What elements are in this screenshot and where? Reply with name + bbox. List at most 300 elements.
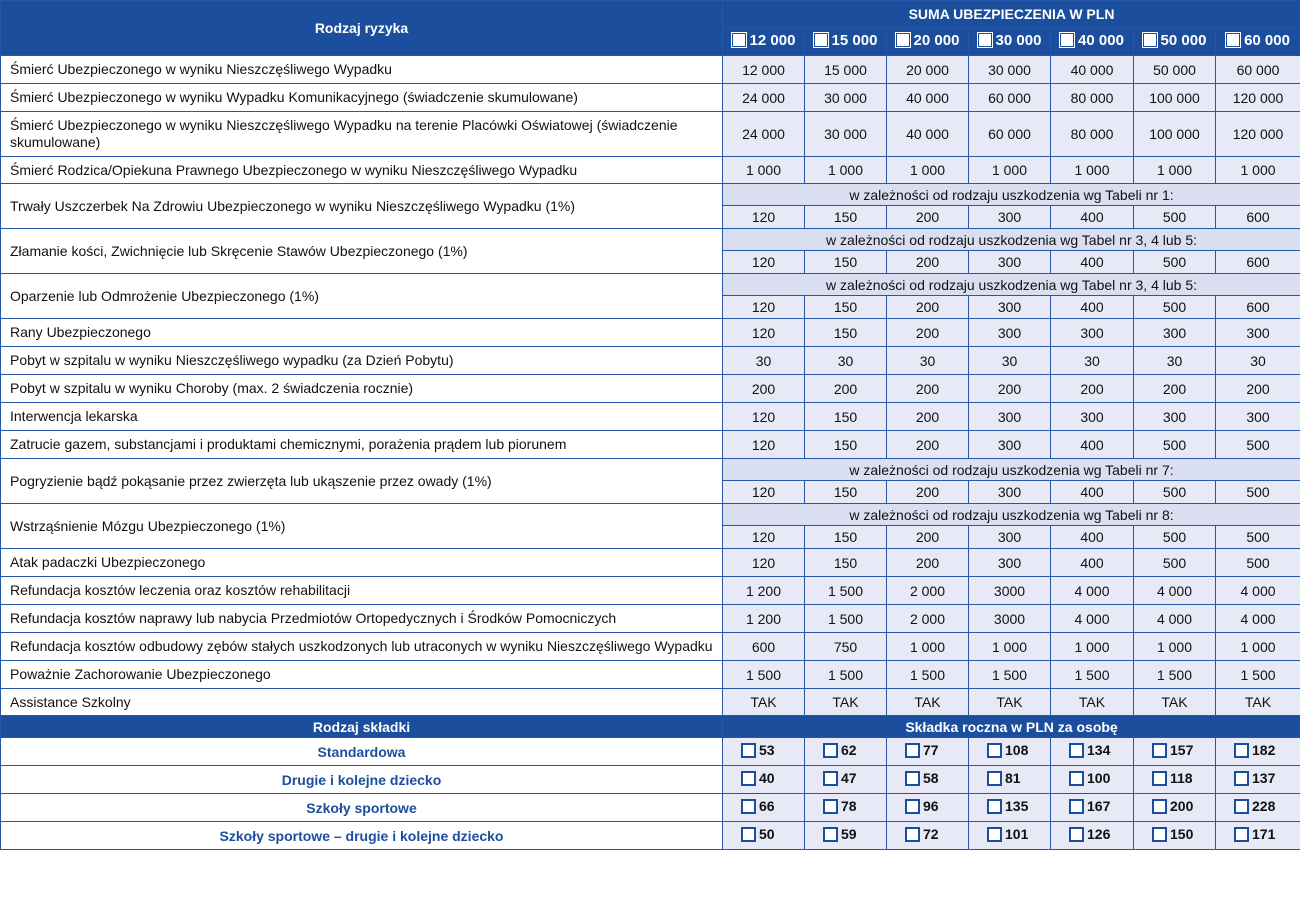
benefit-value: 1 200: [723, 605, 805, 633]
premium-option[interactable]: [1134, 794, 1216, 822]
benefit-value: 60 000: [969, 84, 1051, 112]
benefit-value: 1 000: [887, 633, 969, 661]
benefit-value: 300: [1134, 403, 1216, 431]
benefit-value: TAK: [887, 689, 969, 716]
premium-value: 108: [1005, 742, 1029, 759]
checkbox-icon[interactable]: [1226, 33, 1240, 47]
benefit-value: 20 000: [887, 56, 969, 84]
premium-row: [1, 822, 1300, 850]
premium-option[interactable]: [1134, 766, 1216, 794]
benefit-value: 200: [887, 296, 969, 319]
table-row: [1, 184, 1300, 206]
benefit-value: 300: [969, 549, 1051, 577]
benefit-value: 200: [887, 526, 969, 549]
premium-value: 101: [1005, 826, 1029, 843]
risk-note: w zależności od rodzaju uszkodzenia wg Tabeli nr 7:: [723, 459, 1300, 481]
premium-option[interactable]: [969, 822, 1051, 850]
premium-option[interactable]: [887, 822, 969, 850]
premium-value: 182: [1252, 742, 1276, 759]
sum-option-label: 40 000: [1078, 31, 1124, 49]
premium-option[interactable]: [887, 794, 969, 822]
table-row: [1, 605, 1300, 633]
benefit-value: 750: [805, 633, 887, 661]
header-risk-type: Rodzaj ryzyka: [1, 1, 723, 56]
benefit-value: 300: [969, 319, 1051, 347]
premium-option[interactable]: [723, 766, 805, 794]
premium-value: 135: [1005, 798, 1029, 815]
benefit-value: 30 000: [805, 84, 887, 112]
checkbox-icon[interactable]: [823, 799, 838, 814]
premium-row: [1, 766, 1300, 794]
benefit-value: 12 000: [723, 56, 805, 84]
checkbox-icon[interactable]: [987, 827, 1002, 842]
premium-value: 200: [1170, 798, 1194, 815]
benefit-value: 1 000: [969, 633, 1051, 661]
benefit-value: 600: [1216, 296, 1300, 319]
benefit-value: 200: [887, 549, 969, 577]
benefit-value: 30 000: [805, 112, 887, 157]
benefit-value: 80 000: [1051, 84, 1134, 112]
table-row: [1, 403, 1300, 431]
benefit-value: 500: [1216, 526, 1300, 549]
benefit-value: 200: [969, 375, 1051, 403]
benefit-value: 150: [805, 296, 887, 319]
benefit-value: TAK: [1216, 689, 1300, 716]
benefit-value: 200: [887, 431, 969, 459]
premium-value: 78: [841, 798, 857, 815]
benefit-value: 4 000: [1134, 577, 1216, 605]
benefit-value: 500: [1134, 526, 1216, 549]
benefit-value: 30: [1134, 347, 1216, 375]
checkbox-icon[interactable]: [814, 33, 828, 47]
checkbox-icon[interactable]: [732, 33, 746, 47]
benefit-value: 30: [887, 347, 969, 375]
benefit-value: 60 000: [1216, 56, 1300, 84]
benefit-value: 400: [1051, 431, 1134, 459]
benefit-value: 150: [805, 526, 887, 549]
risk-label: Złamanie kości, Zwichnięcie lub Skręcenie Stawów Ubezpieczonego (1%): [1, 229, 723, 274]
premium-option[interactable]: [1216, 738, 1300, 766]
benefit-value: 24 000: [723, 84, 805, 112]
premium-option[interactable]: [1051, 794, 1134, 822]
premium-label: Szkoły sportowe: [1, 794, 723, 822]
risk-note: w zależności od rodzaju uszkodzenia wg Tabel nr 3, 4 lub 5:: [723, 274, 1300, 296]
benefit-value: 3000: [969, 577, 1051, 605]
table-row: [1, 157, 1300, 184]
checkbox-icon[interactable]: [741, 827, 756, 842]
sum-option-3[interactable]: [969, 28, 1051, 56]
benefit-value: 40 000: [887, 112, 969, 157]
table-row: [1, 347, 1300, 375]
benefit-value: 15 000: [805, 56, 887, 84]
premium-value: 40: [759, 770, 775, 787]
benefit-value: 200: [887, 319, 969, 347]
checkbox-icon[interactable]: [1234, 743, 1249, 758]
checkbox-icon[interactable]: [896, 33, 910, 47]
checkbox-icon[interactable]: [1060, 33, 1074, 47]
checkbox-icon[interactable]: [987, 743, 1002, 758]
benefit-value: 120: [723, 403, 805, 431]
benefit-value: 400: [1051, 296, 1134, 319]
risk-label: Refundacja kosztów odbudowy zębów stałych uszkodzonych lub utraconych w wyniku Nieszczęśliwego Wypadku: [1, 633, 723, 661]
benefit-value: 30: [969, 347, 1051, 375]
benefit-value: 150: [805, 481, 887, 504]
premium-option[interactable]: [969, 794, 1051, 822]
premium-value: 77: [923, 742, 939, 759]
risk-label: Refundacja kosztów naprawy lub nabycia Przedmiotów Ortopedycznych i Środków Pomocniczych: [1, 605, 723, 633]
premium-row: [1, 794, 1300, 822]
benefit-value: 200: [887, 403, 969, 431]
premium-value: 81: [1005, 770, 1021, 787]
benefit-value: 300: [969, 431, 1051, 459]
premium-option[interactable]: [805, 822, 887, 850]
premium-value: 53: [759, 742, 775, 759]
benefit-value: 4 000: [1051, 605, 1134, 633]
table-row: [1, 633, 1300, 661]
premium-row: [1, 738, 1300, 766]
benefit-value: 1 500: [723, 661, 805, 689]
checkbox-icon[interactable]: [1234, 827, 1249, 842]
benefit-value: 500: [1134, 549, 1216, 577]
sum-option-label: 30 000: [995, 31, 1042, 49]
checkbox-icon[interactable]: [741, 743, 756, 758]
checkbox-icon[interactable]: [1152, 799, 1167, 814]
benefit-value: 300: [1216, 319, 1300, 347]
benefit-value: 150: [805, 251, 887, 274]
benefit-value: 1 500: [805, 577, 887, 605]
benefit-value: 4 000: [1051, 577, 1134, 605]
checkbox-icon[interactable]: [741, 799, 756, 814]
benefit-value: 1 000: [1051, 157, 1134, 184]
benefit-value: 2 000: [887, 605, 969, 633]
benefit-value: 500: [1134, 251, 1216, 274]
benefit-value: TAK: [1051, 689, 1134, 716]
premium-value: 66: [759, 798, 775, 815]
risk-label: Refundacja kosztów leczenia oraz kosztów rehabilitacji: [1, 577, 723, 605]
benefit-value: 500: [1134, 296, 1216, 319]
benefit-value: 300: [1134, 319, 1216, 347]
table-row: [1, 431, 1300, 459]
benefit-value: 200: [1216, 375, 1300, 403]
benefit-value: 120: [723, 319, 805, 347]
benefit-value: 300: [1216, 403, 1300, 431]
checkbox-icon[interactable]: [1152, 743, 1167, 758]
risk-label: Pobyt w szpitalu w wyniku Nieszczęśliwego wypadku (za Dzień Pobytu): [1, 347, 723, 375]
risk-label: Śmierć Ubezpieczonego w wyniku Wypadku Komunikacyjnego (świadczenie skumulowane): [1, 84, 723, 112]
sum-option-2[interactable]: [887, 28, 969, 56]
premium-option[interactable]: [887, 738, 969, 766]
risk-label: Pogryzienie bądź pokąsanie przez zwierzęta lub ukąszenie przez owady (1%): [1, 459, 723, 504]
premium-value: 118: [1170, 770, 1193, 787]
premium-value: 171: [1252, 826, 1276, 843]
sum-option-label: 20 000: [913, 31, 960, 49]
premium-value: 228: [1252, 798, 1276, 815]
benefit-value: 120: [723, 251, 805, 274]
risk-note: w zależności od rodzaju uszkodzenia wg Tabeli nr 1:: [723, 184, 1300, 206]
benefit-value: 300: [969, 251, 1051, 274]
premium-value: 62: [841, 742, 857, 759]
table-row: [1, 229, 1300, 251]
benefit-value: 1 000: [1134, 633, 1216, 661]
benefit-value: 400: [1051, 481, 1134, 504]
table-row: [1, 504, 1300, 526]
risk-label: Śmierć Ubezpieczonego w wyniku Nieszczęśliwego Wypadku: [1, 56, 723, 84]
checkbox-icon[interactable]: [987, 799, 1002, 814]
benefit-value: 1 500: [1051, 661, 1134, 689]
benefit-value: 120: [723, 526, 805, 549]
benefit-value: 200: [887, 481, 969, 504]
premium-type-header: Rodzaj składki: [1, 716, 723, 738]
benefit-value: 300: [969, 403, 1051, 431]
table-row: [1, 319, 1300, 347]
risk-label: Interwencja lekarska: [1, 403, 723, 431]
premium-value: 126: [1087, 826, 1111, 843]
risk-note: w zależności od rodzaju uszkodzenia wg Tabeli nr 8:: [723, 504, 1300, 526]
checkbox-icon[interactable]: [987, 771, 1002, 786]
benefit-value: 60 000: [969, 112, 1051, 157]
benefit-value: 30: [1216, 347, 1300, 375]
sum-option-6[interactable]: [1216, 28, 1300, 56]
benefit-value: 600: [1216, 206, 1300, 229]
benefit-value: 300: [969, 526, 1051, 549]
benefit-value: 200: [1134, 375, 1216, 403]
checkbox-icon[interactable]: [741, 771, 756, 786]
benefit-value: 150: [805, 549, 887, 577]
sum-option-0[interactable]: [723, 28, 805, 56]
risk-label: Śmierć Rodzica/Opiekuna Prawnego Ubezpieczonego w wyniku Nieszczęśliwego Wypadku: [1, 157, 723, 184]
table-row: [1, 577, 1300, 605]
benefit-value: 1 500: [1216, 661, 1300, 689]
benefit-value: 400: [1051, 251, 1134, 274]
benefit-value: 50 000: [1134, 56, 1216, 84]
checkbox-icon[interactable]: [1234, 799, 1249, 814]
benefit-value: 2 000: [887, 577, 969, 605]
benefit-value: 40 000: [887, 84, 969, 112]
premium-option[interactable]: [1216, 822, 1300, 850]
benefit-value: 24 000: [723, 112, 805, 157]
sum-option-label: 15 000: [831, 31, 878, 49]
risk-label: Trwały Uszczerbek Na Zdrowiu Ubezpieczonego w wyniku Nieszczęśliwego Wypadku (1%): [1, 184, 723, 229]
benefit-value: 300: [1051, 319, 1134, 347]
sum-option-label: 50 000: [1160, 31, 1207, 49]
risk-label: Poważnie Zachorowanie Ubezpieczonego: [1, 661, 723, 689]
premium-rows: [1, 716, 1300, 850]
risk-rows: [1, 56, 1300, 716]
premium-value: 100: [1087, 770, 1111, 787]
premium-option[interactable]: [1051, 738, 1134, 766]
premium-option[interactable]: [1051, 766, 1134, 794]
premium-option[interactable]: [1216, 766, 1300, 794]
checkbox-icon[interactable]: [1069, 743, 1084, 758]
benefit-value: 400: [1051, 549, 1134, 577]
premium-option[interactable]: [1134, 738, 1216, 766]
premium-option[interactable]: [887, 766, 969, 794]
table-row: [1, 661, 1300, 689]
benefit-value: 4 000: [1216, 577, 1300, 605]
premium-label: Drugie i kolejne dziecko: [1, 766, 723, 794]
sum-option-1[interactable]: [805, 28, 887, 56]
benefit-value: 1 000: [723, 157, 805, 184]
table-row: [1, 112, 1300, 157]
premium-label: Standardowa: [1, 738, 723, 766]
premium-option[interactable]: [723, 822, 805, 850]
premium-option[interactable]: [723, 794, 805, 822]
checkbox-icon[interactable]: [905, 827, 920, 842]
sum-option-5[interactable]: [1134, 28, 1216, 56]
benefit-value: 1 500: [805, 605, 887, 633]
checkbox-icon[interactable]: [1069, 827, 1084, 842]
sum-option-4[interactable]: [1051, 28, 1134, 56]
benefit-value: 500: [1216, 481, 1300, 504]
premium-value: 47: [841, 770, 857, 787]
benefit-value: 300: [969, 206, 1051, 229]
benefit-value: 30: [1051, 347, 1134, 375]
checkbox-icon[interactable]: [905, 799, 920, 814]
benefit-value: 30 000: [969, 56, 1051, 84]
checkbox-icon[interactable]: [978, 33, 992, 47]
benefit-value: 150: [805, 206, 887, 229]
benefit-value: 120: [723, 296, 805, 319]
premium-value: 59: [841, 826, 857, 843]
benefit-value: 200: [887, 206, 969, 229]
premium-value: 58: [923, 770, 939, 787]
benefit-value: 120: [723, 481, 805, 504]
benefit-value: 200: [723, 375, 805, 403]
risk-label: Assistance Szkolny: [1, 689, 723, 716]
premium-value: 150: [1170, 826, 1194, 843]
risk-label: Śmierć Ubezpieczonego w wyniku Nieszczęśliwego Wypadku na terenie Placówki Oświatowej (świadczenie skumulowane): [1, 112, 723, 157]
benefit-value: 120: [723, 431, 805, 459]
benefit-value: 1 500: [887, 661, 969, 689]
benefit-value: 300: [969, 481, 1051, 504]
benefit-value: 1 000: [887, 157, 969, 184]
risk-label: Rany Ubezpieczonego: [1, 319, 723, 347]
checkbox-icon[interactable]: [1152, 827, 1167, 842]
premium-option[interactable]: [969, 766, 1051, 794]
premium-option[interactable]: [805, 738, 887, 766]
checkbox-icon[interactable]: [823, 771, 838, 786]
risk-label: Pobyt w szpitalu w wyniku Choroby (max. 2 świadczenia rocznie): [1, 375, 723, 403]
benefit-value: TAK: [805, 689, 887, 716]
risk-label: Zatrucie gazem, substancjami i produktami chemicznymi, porażenia prądem lub piorunem: [1, 431, 723, 459]
benefit-value: 3000: [969, 605, 1051, 633]
benefit-value: TAK: [969, 689, 1051, 716]
benefit-value: 120: [723, 206, 805, 229]
premium-value: 50: [759, 826, 775, 843]
benefit-value: 500: [1134, 431, 1216, 459]
premium-option[interactable]: [805, 766, 887, 794]
benefit-value: 200: [805, 375, 887, 403]
benefit-value: 4 000: [1134, 605, 1216, 633]
benefit-value: 500: [1216, 549, 1300, 577]
benefit-value: 200: [887, 375, 969, 403]
premium-option[interactable]: [1051, 822, 1134, 850]
premium-value: 157: [1170, 742, 1194, 759]
table-row: [1, 459, 1300, 481]
header-sum-insured: SUMA UBEZPIECZENIA W PLN: [723, 1, 1300, 28]
checkbox-icon[interactable]: [1143, 33, 1157, 47]
benefit-value: 400: [1051, 206, 1134, 229]
benefit-value: 150: [805, 431, 887, 459]
benefit-value: 1 000: [969, 157, 1051, 184]
benefit-value: 150: [805, 403, 887, 431]
benefit-value: 600: [1216, 251, 1300, 274]
benefit-value: 100 000: [1134, 112, 1216, 157]
benefit-value: 200: [1051, 375, 1134, 403]
premium-value: 72: [923, 826, 939, 843]
benefit-value: 500: [1216, 431, 1300, 459]
benefit-value: 500: [1134, 481, 1216, 504]
premium-annual-header: Składka roczna w PLN za osobę: [723, 716, 1300, 738]
premium-option[interactable]: [969, 738, 1051, 766]
benefit-value: 30: [723, 347, 805, 375]
premium-label: Szkoły sportowe – drugie i kolejne dziecko: [1, 822, 723, 850]
risk-note: w zależności od rodzaju uszkodzenia wg Tabel nr 3, 4 lub 5:: [723, 229, 1300, 251]
benefit-value: 100 000: [1134, 84, 1216, 112]
benefit-value: 400: [1051, 526, 1134, 549]
sum-option-label: 60 000: [1244, 31, 1290, 49]
checkbox-icon[interactable]: [1069, 771, 1084, 786]
benefit-value: 600: [723, 633, 805, 661]
benefit-value: 1 500: [1134, 661, 1216, 689]
benefit-value: 30: [805, 347, 887, 375]
table-row: [1, 549, 1300, 577]
checkbox-icon[interactable]: [1069, 799, 1084, 814]
benefit-value: 1 000: [1216, 157, 1300, 184]
benefit-value: 1 000: [805, 157, 887, 184]
table-row: [1, 56, 1300, 84]
benefit-value: 1 200: [723, 577, 805, 605]
risk-label: Oparzenie lub Odmrożenie Ubezpieczonego (1%): [1, 274, 723, 319]
benefit-value: 1 500: [805, 661, 887, 689]
checkbox-icon[interactable]: [823, 743, 838, 758]
premium-value: 137: [1252, 770, 1276, 787]
table-row: [1, 274, 1300, 296]
checkbox-icon[interactable]: [905, 771, 920, 786]
premium-value: 167: [1087, 798, 1111, 815]
benefit-value: TAK: [1134, 689, 1216, 716]
benefit-value: 40 000: [1051, 56, 1134, 84]
benefit-value: 1 500: [969, 661, 1051, 689]
benefit-value: 1 000: [1216, 633, 1300, 661]
premium-option[interactable]: [1216, 794, 1300, 822]
benefit-value: 120 000: [1216, 112, 1300, 157]
benefit-value: 200: [887, 251, 969, 274]
table-row: [1, 84, 1300, 112]
risk-label: Atak padaczki Ubezpieczonego: [1, 549, 723, 577]
checkbox-icon[interactable]: [823, 827, 838, 842]
premium-option[interactable]: [723, 738, 805, 766]
benefit-value: 150: [805, 319, 887, 347]
benefit-value: 120: [723, 549, 805, 577]
benefit-value: 500: [1134, 206, 1216, 229]
sum-option-label: 12 000: [749, 31, 796, 49]
premium-value: 96: [923, 798, 939, 815]
premium-option[interactable]: [1134, 822, 1216, 850]
premium-value: 134: [1087, 742, 1111, 759]
checkbox-icon[interactable]: [905, 743, 920, 758]
benefit-value: 1 000: [1134, 157, 1216, 184]
benefit-value: 120 000: [1216, 84, 1300, 112]
benefit-value: 1 000: [1051, 633, 1134, 661]
table-row: [1, 375, 1300, 403]
premium-option[interactable]: [805, 794, 887, 822]
benefit-value: 300: [1051, 403, 1134, 431]
table-row: [1, 689, 1300, 716]
checkbox-icon[interactable]: [1152, 771, 1167, 786]
checkbox-icon[interactable]: [1234, 771, 1249, 786]
benefit-value: TAK: [723, 689, 805, 716]
